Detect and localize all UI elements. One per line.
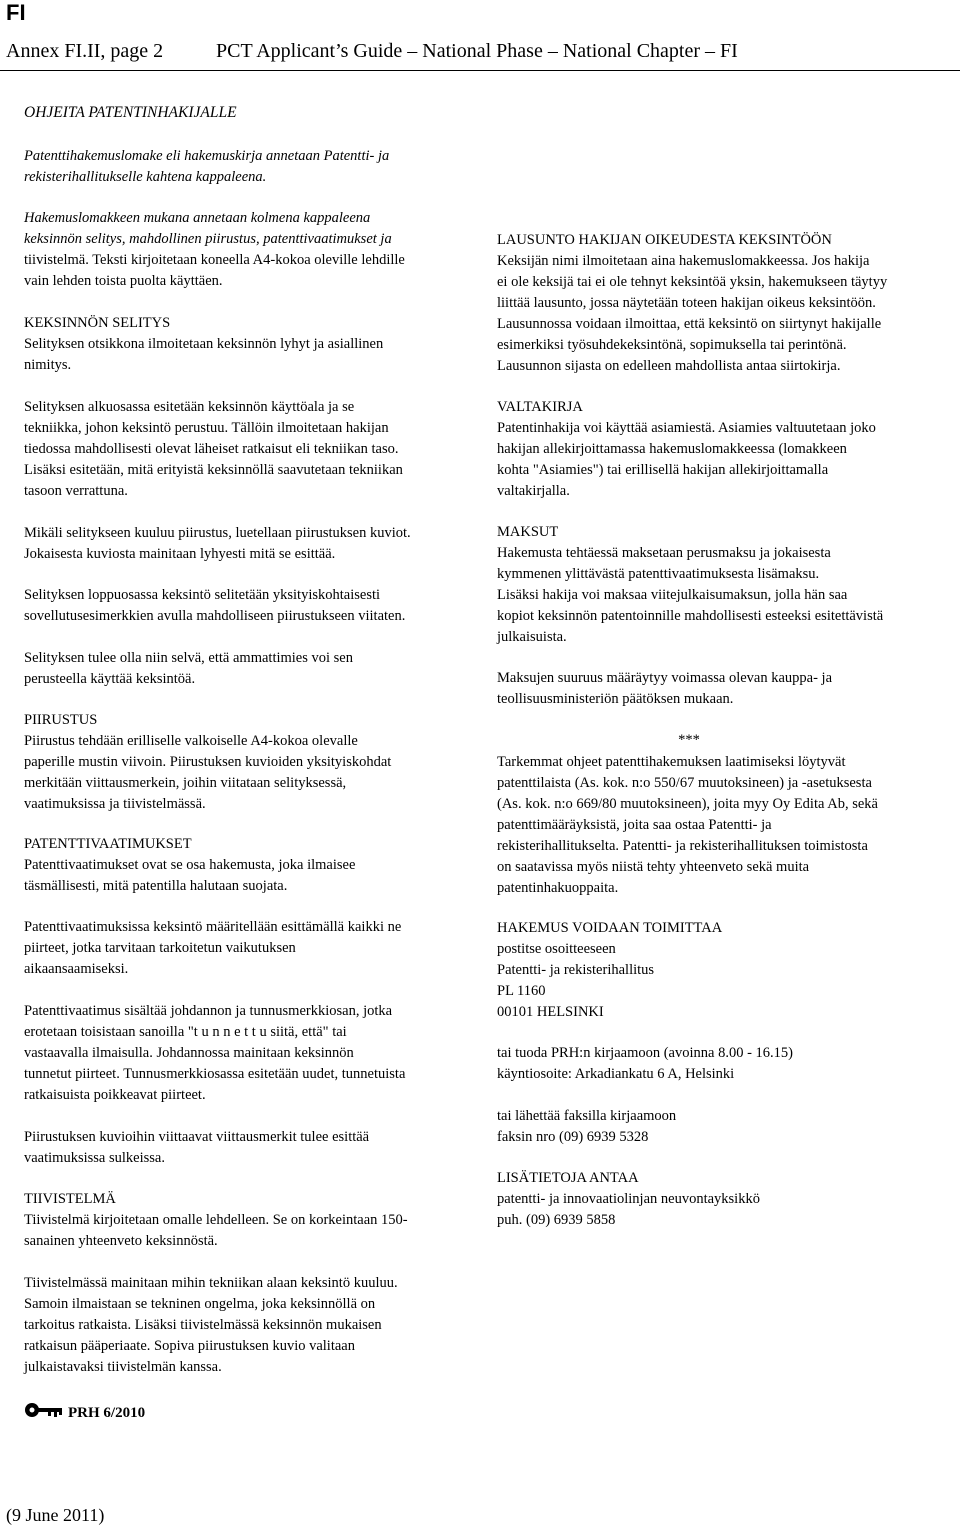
text-line: tai tuoda PRH:n kirjaamoon (avoinna 8.00 - 16.15) bbox=[497, 1045, 793, 1061]
text-line: kopiot keksinnön patentoinnille mahdollisesti esteeksi esitettävistä bbox=[497, 608, 884, 624]
text-line: Selityksen tulee olla niin selvä, että ammattimies voi sen bbox=[24, 650, 353, 666]
further-instructions-paragraph bbox=[497, 752, 937, 899]
attachments-paragraph bbox=[24, 208, 464, 292]
language-tag: FI bbox=[6, 0, 26, 25]
text-line: Mikäli selitykseen kuuluu piirustus, luetellaan piirustuksen kuviot. bbox=[24, 525, 411, 541]
text-line: Samoin ilmaistaan se tekninen ongelma, joka keksinnöllä on bbox=[24, 1296, 376, 1312]
text-line: paperille mustin viivoin. Piirustuksen kuvioiden yksityiskohdat bbox=[24, 754, 392, 770]
text-line: esimerkiksi työsuhdekeksintönä, sopimuksella tai perintönä. bbox=[497, 337, 847, 353]
contact-info-section bbox=[497, 1168, 937, 1231]
section-heading: MAKSUT bbox=[497, 524, 559, 540]
text-line: patentti- ja innovaatiolinjan neuvontayksikkö bbox=[497, 1191, 760, 1207]
text-line: Keksijän nimi ilmoitetaan aina hakemuslomakkeessa. Jos hakija bbox=[497, 253, 870, 269]
text-line: Patenttihakemuslomake eli hakemuskirja annetaan Patentti- ja bbox=[24, 148, 390, 164]
abstract-section bbox=[24, 1189, 464, 1252]
section-heading: VALTAKIRJA bbox=[497, 399, 583, 415]
section-heading: HAKEMUS VOIDAAN TOIMITTAA bbox=[497, 920, 723, 936]
text-line: Hakemusta tehtäessä maksetaan perusmaksu ja jokaisesta bbox=[497, 545, 831, 561]
text-line: Maksujen suuruus määräytyy voimassa olevan kauppa- ja bbox=[497, 670, 833, 686]
text-line: Patenttivaatimuksissa keksintö määritellään esittämällä kaikki ne bbox=[24, 919, 402, 935]
text-line: vaatimuksissa ja tiivistelmässä. bbox=[24, 796, 206, 812]
text-line: ei ole keksijä tai ei ole tehnyt keksintöä yksin, hakemukseen täytyy bbox=[497, 274, 888, 290]
section-heading: PIIRUSTUS bbox=[24, 712, 98, 728]
text-line: aikaansaamiseksi. bbox=[24, 961, 129, 977]
text-line: PL 1160 bbox=[497, 983, 546, 999]
text-line: patenttilaista (As. kok. n:o 550/67 muutoksineen) ja -asetuksesta bbox=[497, 775, 872, 791]
guide-title: PCT Applicant’s Guide – National Phase – National Chapter – FI bbox=[216, 40, 738, 62]
text-line: kohta "Asiamies") tai erillisellä hakijan allekirjoittamalla bbox=[497, 462, 829, 478]
section-separator: *** bbox=[678, 732, 700, 748]
text-line: Piirustuksen kuvioihin viittaavat viittausmerkit tulee esittää bbox=[24, 1129, 370, 1145]
text-line: 00101 HELSINKI bbox=[497, 1004, 604, 1020]
reference-signs-paragraph bbox=[24, 1127, 464, 1169]
footer-date: (9 June 2011) bbox=[6, 1505, 105, 1525]
description-section bbox=[24, 313, 464, 376]
text-line: Lausunnon sijasta on edelleen mahdollista antaa siirtokirja. bbox=[497, 358, 841, 374]
text-line: teollisuusministeriön päätöksen mukaan. bbox=[497, 691, 734, 707]
text-line: vastaavalla ilmaisulla. Johdannossa mainitaan keksinnön bbox=[24, 1045, 354, 1061]
claims-definition-paragraph bbox=[24, 917, 464, 980]
text-line: erotetaan toisistaan sanoilla "t u n n e t t u siitä, että" tai bbox=[24, 1024, 347, 1040]
text-line: julkaisuista. bbox=[497, 629, 567, 645]
description-intro-paragraph bbox=[24, 397, 464, 502]
fee-amount-paragraph bbox=[497, 668, 937, 710]
text-line: Tiivistelmässä mainitaan mihin tekniikan alaan keksintö kuuluu. bbox=[24, 1275, 398, 1291]
claims-section bbox=[24, 834, 464, 897]
text-line: Patenttivaatimukset ovat se osa hakemusta, joka ilmaisee bbox=[24, 857, 356, 873]
text-line: täsmällisesti, mitä patentilla halutaan suojata. bbox=[24, 878, 288, 894]
text-line: tiivistelmä. Teksti kirjoitetaan koneella A4-kokoa oleville lehdille bbox=[24, 252, 405, 268]
header-rule bbox=[0, 70, 960, 71]
drawing-section bbox=[24, 710, 464, 815]
text-line: faksin nro (09) 6939 5328 bbox=[497, 1129, 649, 1145]
power-of-attorney-section bbox=[497, 397, 937, 502]
text-line: Patenttivaatimus sisältää johdannon ja tunnusmerkkiosan, jotka bbox=[24, 1003, 393, 1019]
page-title: OHJEITA PATENTINHAKIJALLE bbox=[24, 104, 237, 121]
text-line: tai lähettää faksilla kirjaamoon bbox=[497, 1108, 677, 1124]
text-line: Selityksen otsikkona ilmoitetaan keksinnön lyhyt ja asiallinen bbox=[24, 336, 384, 352]
text-line: sovellutusesimerkkien avulla mahdolliseen piirustukseen viitaten. bbox=[24, 608, 406, 624]
visit-address-paragraph bbox=[497, 1043, 937, 1085]
text-line: sanainen yhteenveto keksinnöstä. bbox=[24, 1233, 218, 1249]
text-line: tiedossa mahdollisesti olevat läheiset ratkaisut eli tekniikan taso. bbox=[24, 441, 399, 457]
text-line: vain lehden toista puolta käyttäen. bbox=[24, 273, 223, 289]
key-logo-icon bbox=[24, 1401, 64, 1424]
text-line: Lausunnossa voidaan ilmoittaa, että keksintö on siirtynyt hakijalle bbox=[497, 316, 882, 332]
form-code: PRH 6/2010 bbox=[68, 1405, 146, 1421]
figures-paragraph bbox=[24, 523, 464, 565]
fees-section bbox=[497, 522, 937, 648]
clarity-paragraph bbox=[24, 648, 464, 690]
inventor-statement-section bbox=[497, 230, 937, 377]
text-line: Selityksen loppuosassa keksintö selitetään yksityiskohtaisesti bbox=[24, 587, 381, 603]
section-heading: TIIVISTELMÄ bbox=[24, 1191, 116, 1207]
text-line: patenttimääräyksistä, joita saa ostaa Patentti- ja bbox=[497, 817, 772, 833]
text-line: Patentinhakija voi käyttää asiamiestä. Asiamies valtuutetaan joko bbox=[497, 420, 876, 436]
text-line: on saatavissa myös niistä tehty yhteenveto sekä muita bbox=[497, 859, 810, 875]
annex-page-label: Annex FI.II, page 2 bbox=[6, 40, 164, 62]
text-line: piirteet, jotka tarvitaan tarkoitetun vaikutuksen bbox=[24, 940, 296, 956]
text-line: Patentti- ja rekisterihallitus bbox=[497, 962, 655, 978]
text-line: postitse osoitteeseen bbox=[497, 941, 616, 957]
fax-paragraph bbox=[497, 1106, 937, 1148]
text-line: Lisäksi esitetään, mitä erityistä keksinnöllä saavutetaan tekniikan bbox=[24, 462, 403, 478]
text-line: Selityksen alkuosassa esitetään keksinnön käyttöala ja se bbox=[24, 399, 355, 415]
text-line: kymmenen ylittävästä patenttivaatimuksesta lisämaksu. bbox=[497, 566, 820, 582]
text-line: Piirustus tehdään erilliselle valkoiselle A4-kokoa olevalle bbox=[24, 733, 358, 749]
section-heading: LISÄTIETOJA ANTAA bbox=[497, 1170, 639, 1186]
text-line: julkaistavaksi tiivistelmän kanssa. bbox=[24, 1359, 222, 1375]
text-line: ratkaisuista poikkeavat piirteet. bbox=[24, 1087, 206, 1103]
text-line: tasoon verrattuna. bbox=[24, 483, 128, 499]
section-heading: LAUSUNTO HAKIJAN OIKEUDESTA KEKSINTÖÖN bbox=[497, 232, 832, 248]
text-line: perusteella käyttää keksintöä. bbox=[24, 671, 196, 687]
embodiments-paragraph bbox=[24, 585, 464, 627]
text-line: valtakirjalla. bbox=[497, 483, 570, 499]
text-line: keksinnön selitys, mahdollinen piirustus, patenttivaatimukset ja bbox=[24, 231, 392, 247]
text-line: rekisterihallitukselta. Patentti- ja rekisterihallituksen toimistosta bbox=[497, 838, 868, 854]
text-line: tekniikka, johon keksintö perustuu. Tällöin ilmoitetaan hakijan bbox=[24, 420, 389, 436]
section-heading: PATENTTIVAATIMUKSET bbox=[24, 836, 192, 852]
text-line: Tiivistelmä kirjoitetaan omalle lehdelleen. Se on korkeintaan 150- bbox=[24, 1212, 408, 1228]
text-line: tunnetut piirteet. Tunnusmerkkiosassa esitetään uudet, tunnetuista bbox=[24, 1066, 406, 1082]
text-line: ratkaisun pääperiaate. Sopiva piirustuksen kuvio valitaan bbox=[24, 1338, 355, 1354]
intro-paragraph bbox=[24, 146, 464, 188]
text-line: Lisäksi hakija voi maksaa viitejulkaisumaksun, jolla hän saa bbox=[497, 587, 848, 603]
text-line: liittää lausunto, jossa näytetään toteen hakijan oikeus keksintöön. bbox=[497, 295, 876, 311]
text-line: merkitään viittausmerkein, joihin viitataan selityksessä, bbox=[24, 775, 347, 791]
submission-address-section bbox=[497, 918, 937, 1023]
text-line: (As. kok. n:o 669/80 muutoksineen), joita myy Oy Edita Ab, sekä bbox=[497, 796, 878, 812]
text-line: hakijan allekirjoittamassa hakemuslomakkeessa (lomakkeen bbox=[497, 441, 847, 457]
text-line: käyntiosoite: Arkadiankatu 6 A, Helsinki bbox=[497, 1066, 735, 1082]
claims-structure-paragraph bbox=[24, 1001, 464, 1106]
text-line: patentinhakuoppaita. bbox=[497, 880, 619, 896]
text-line: nimitys. bbox=[24, 357, 72, 373]
text-line: Tarkemmat ohjeet patenttihakemuksen laatimiseksi löytyvät bbox=[497, 754, 846, 770]
text-line: Jokaisesta kuviosta mainitaan lyhyesti mitä se esittää. bbox=[24, 546, 336, 562]
section-heading: KEKSINNÖN SELITYS bbox=[24, 315, 171, 331]
text-line: puh. (09) 6939 5858 bbox=[497, 1212, 616, 1228]
text-line: Hakemuslomakkeen mukana annetaan kolmena kappaleena bbox=[24, 210, 371, 226]
abstract-content-paragraph bbox=[24, 1273, 464, 1378]
text-line: vaatimuksissa sulkeissa. bbox=[24, 1150, 165, 1166]
text-line: tarkoitus ratkaista. Lisäksi tiivistelmässä keksinnön mukaisen bbox=[24, 1317, 382, 1333]
text-line: rekisterihallitukselle kahtena kappaleena. bbox=[24, 169, 267, 185]
